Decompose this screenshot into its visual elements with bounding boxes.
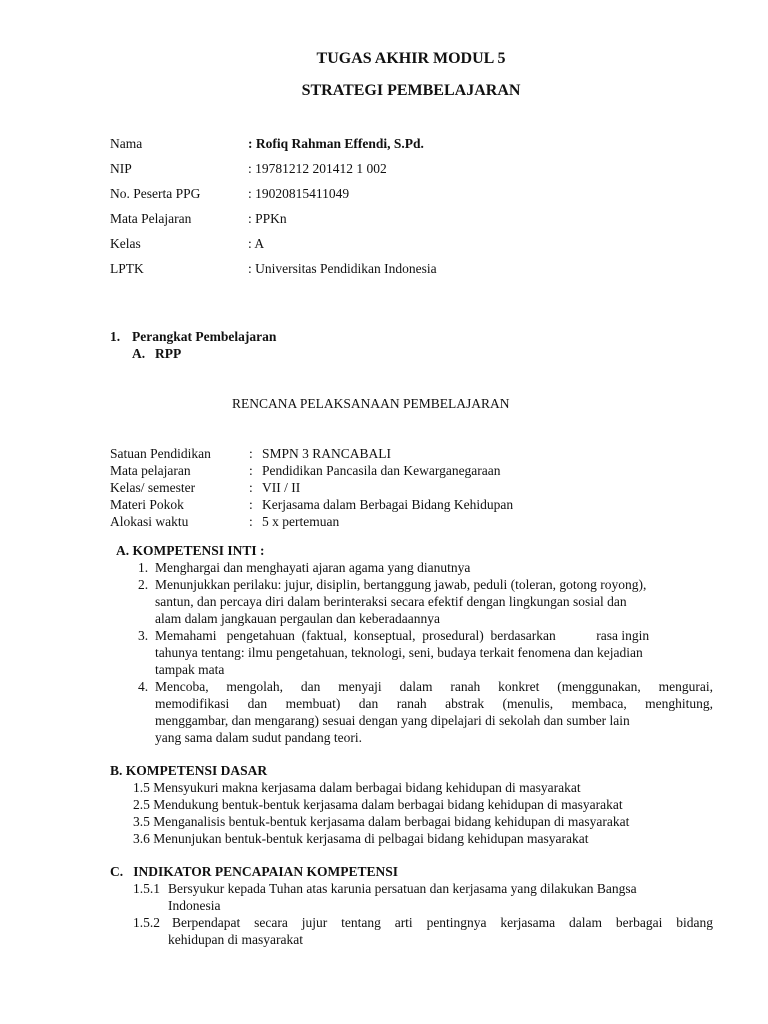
rpp-info-value: SMPN 3 RANCABALI [262,446,392,461]
ipk-item-line: kehidupan di masyarakat [168,932,303,947]
identity-value: : 19781212 201412 1 002 [248,161,387,176]
ipk-item-line: Berpendapat secara jujur tentang arti pentingnya kerjasama dalam berbagai bidang [172,915,713,930]
ki-item-line: Menunjukkan perilaku: jujur, disiplin, bertanggung jawab, peduli (toleran, gotong royong), [155,577,647,592]
ipk-heading: C. INDIKATOR PENCAPAIAN KOMPETENSI [110,864,399,879]
rpp-info-label: Satuan Pendidikan [110,446,211,461]
kd-item: 3.6 Menunjukan bentuk-bentuk kerjasama di pelbagai bidang kehidupan masyarakat [133,831,589,846]
ipk-item-number: 1.5.2 [133,915,160,930]
identity-label: NIP [110,161,132,176]
ki-item-line: santun, dan percaya diri dalam berinteraksi secara efektif dengan lingkungan sosial dan [155,594,627,609]
identity-value: : Rofiq Rahman Effendi, S.Pd. [248,136,424,151]
subsection-title: RPP [155,346,182,361]
rpp-info-value: Kerjasama dalam Berbagai Bidang Kehidupan [262,497,514,512]
ki-item-number: 2. [138,577,149,592]
identity-label: Nama [110,136,143,151]
rpp-info-label: Materi Pokok [110,497,184,512]
subsection-letter: A. [132,346,146,361]
rpp-info-label: Alokasi waktu [110,514,189,529]
identity-value: : A [248,236,265,251]
kd-item: 2.5 Mendukung bentuk-bentuk kerjasama dalam berbagai bidang kehidupan di masyarakat [133,797,623,812]
ipk-item-number: 1.5.1 [133,881,160,896]
ki-item-number: 3. [138,628,149,643]
rpp-info-label: Kelas/ semester [110,480,196,495]
kd-item: 3.5 Menganalisis bentuk-bentuk kerjasama dalam berbagai bidang kehidupan di masyarakat [133,814,630,829]
document-title: TUGAS AKHIR MODUL 5 [316,50,506,67]
section-number: 1. [110,329,121,344]
ki-item-number: 1. [138,560,149,575]
rpp-info-colon: : [249,480,253,495]
document-subtitle: STRATEGI PEMBELAJARAN [301,82,521,99]
ipk-item-line: Indonesia [168,898,221,913]
ki-heading: A. KOMPETENSI INTI : [116,543,265,558]
ipk-item-line: Bersyukur kepada Tuhan atas karunia persatuan dan kerjasama yang dilakukan Bangsa [168,881,637,896]
rpp-info-colon: : [249,497,253,512]
rpp-info-value: VII / II [262,480,301,495]
ki-item-number: 4. [138,679,149,694]
ki-item-line: Menghargai dan menghayati ajaran agama yang dianutnya [155,560,471,575]
ki-item-line: tampak mata [155,662,225,677]
identity-value: : PPKn [248,211,287,226]
ki-item-line: Mencoba, mengolah, dan menyaji dalam ranah konkret (menggunakan, mengurai, [155,679,713,694]
rpp-info-colon: : [249,514,253,529]
kd-heading: B. KOMPETENSI DASAR [110,763,268,778]
ki-item-line: memodifikasi dan membuat) dan ranah abstrak (menulis, membaca, menghitung, [155,696,713,711]
identity-label: Kelas [110,236,141,251]
rpp-info-colon: : [249,463,253,478]
identity-value: : 19020815411049 [248,186,350,201]
kd-item: 1.5 Mensyukuri makna kerjasama dalam berbagai bidang kehidupan di masyarakat [133,780,581,795]
rpp-info-value: 5 x pertemuan [262,514,340,529]
rpp-title: RENCANA PELAKSANAAN PEMBELAJARAN [232,396,510,411]
ki-item-line: alam dalam jangkauan pergaulan dan keberadaannya [155,611,440,626]
rpp-info-colon: : [249,446,253,461]
ki-item-line: Memahami pengetahuan (faktual, konseptual, prosedural) berdasarkan rasa ingin [155,628,650,643]
ki-item-line: yang sama dalam sudut pandang teori. [155,730,362,745]
ki-item-line: menggambar, dan mengarang) sesuai dengan yang dipelajari di sekolah dan sumber lain [155,713,630,728]
ki-item-line: tahunya tentang: ilmu pengetahuan, teknologi, seni, budaya terkait fenomena dan kejadian [155,645,643,660]
identity-label: Mata Pelajaran [110,211,192,226]
identity-value: : Universitas Pendidikan Indonesia [248,261,437,276]
identity-label: LPTK [110,261,144,276]
rpp-info-label: Mata pelajaran [110,463,191,478]
identity-label: No. Peserta PPG [110,186,201,201]
section-title: Perangkat Pembelajaran [132,329,277,344]
rpp-info-value: Pendidikan Pancasila dan Kewarganegaraan [262,463,501,478]
